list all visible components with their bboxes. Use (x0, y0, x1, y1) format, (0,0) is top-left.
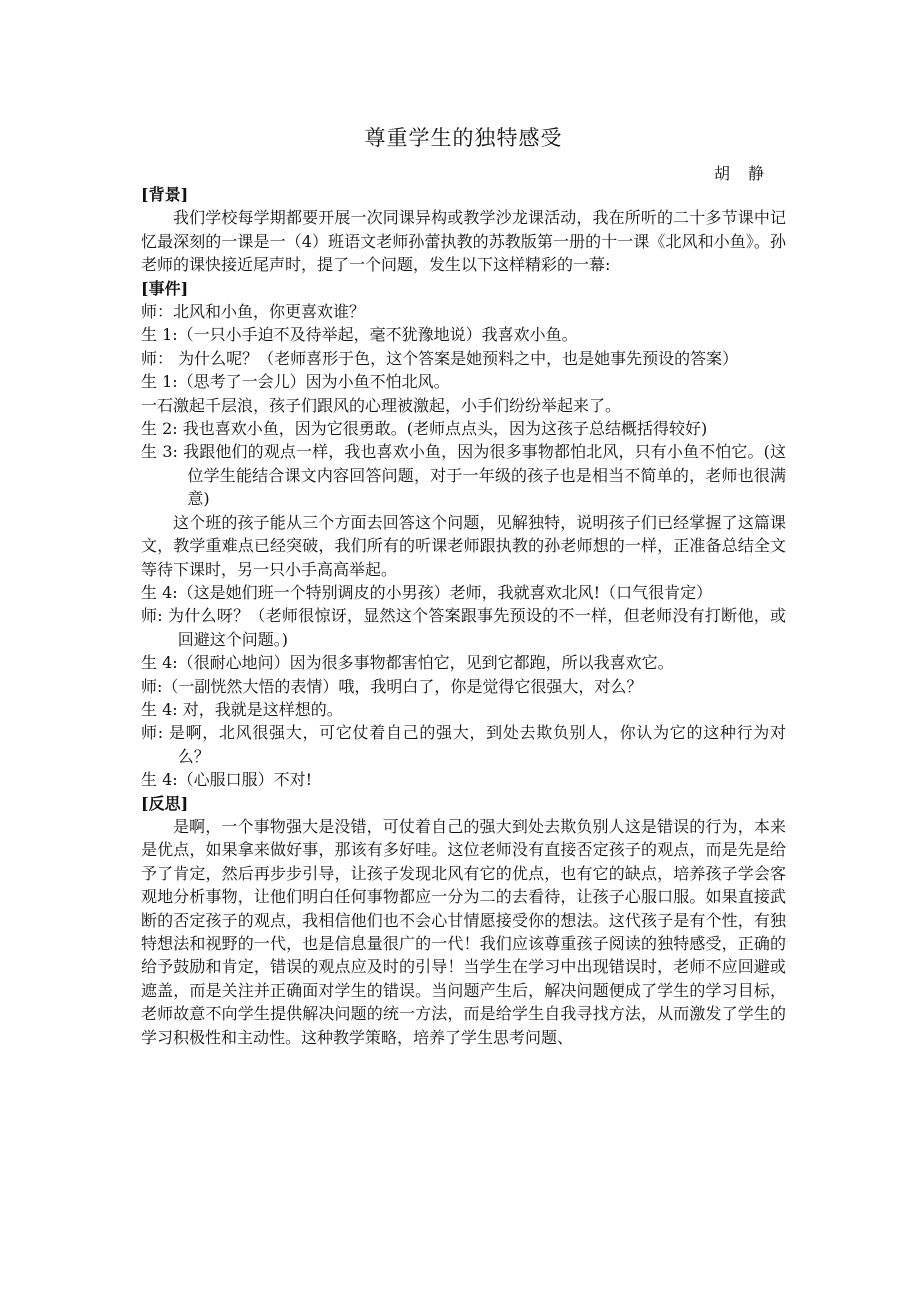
dialogue-line: 生 4:（心服口服）不对! (141, 770, 313, 790)
document-title: 尊重学生的独特感受 (364, 126, 563, 150)
author-name: 胡静 (713, 164, 782, 183)
dialogue-line: 师: 为什么呀？（老师很惊讶，显然这个答案跟事先预设的不一样，但老师没有打断他，或回避这个问题。) (141, 606, 786, 649)
dialogue-line: 师： 为什么呢？（老师喜形于色，这个答案是她预料之中，也是她事先预设的答案） (141, 348, 739, 368)
dialogue-line: 生 1:（一只小手迫不及待举起，毫不犹豫地说）我喜欢小鱼。 (141, 325, 578, 345)
dialogue-line: 师：北风和小鱼，你更喜欢谁？ (141, 302, 366, 322)
dialogue-line: 师: 是啊，北风很强大，可它仗着自己的强大，到处去欺负别人，你认为它的这种行为对么？ (141, 723, 786, 766)
reflection-paragraph: 是啊，一个事物强大是没错，可仗着自己的强大到处去欺负别人这是错误的行为，本来是优点，如果拿来做好事，那该有多好哇。这位老师没有直接否定孩子的观点，而是先是给予了肯定，然后再步步引导，让孩子发现北风有它的优点，也有它的缺点，培养孩子学会客观地分析事物，让他们明白任何事物都应一分为二的去看待，让孩子心服口服。如果直接武断的否定孩子的观点，我相信他们也不会心甘情愿接受你的想法。这代孩子是有个性，有独特想法和视野的一代，也是信息量很广的一代！我们应该尊重孩子阅读的独特感受，正确的给予鼓励和肯定，错误的观点应及时的引导！当学生在学习中出现错误时，老师不应回避或遮盖，而是关注并正确面对学生的错误。当问题产生后，解决问题便成了学生的学习目标，老师故意不向学生提供解决问题的统一方法，而是给学生自我寻找方法，从而激发了学生的学习积极性和主动性。这种教学策略，培养了学生思考问题、 (141, 816, 786, 1047)
dialogue-line: 生 4:（这是她们班一个特别调皮的小男孩）老师，我就喜欢北风!（口气很肯定） (141, 582, 713, 602)
dialogue-line: 生 4:（很耐心地问）因为很多事物都害怕它，见到它都跑，所以我喜欢它。 (141, 653, 674, 673)
dialogue-line: 师:（一副恍然大悟的表情）哦，我明白了，你是觉得它很强大，对么？ (141, 676, 643, 696)
background-paragraph: 我们学校每学期都要开展一次同课异构或教学沙龙课活动，我在所听的二十多节课中记忆最深刻的一课是一（4）班语文老师孙蕾执教的苏教版第一册的十一课《北风和小鱼》。孙老师的课快接近尾声时，提了一个问题，发生以下这样精彩的一幕: (141, 208, 786, 275)
section-heading-background: [背景] (141, 185, 189, 204)
dialogue-line: 生 1:（思考了一会儿）因为小鱼不怕北风。 (141, 372, 450, 392)
dialogue-line: 生 3: 我跟他们的观点一样，我也喜欢小鱼，因为很多事物都怕北风，只有小鱼不怕它。(这位学生能结合课文内容回答问题，对于一年级的孩子也是相当不简单的，老师也很满意) (141, 442, 786, 509)
narration-line: 一石激起千层浪，孩子们跟风的心理被激起，小手们纷纷举起来了。 (141, 395, 622, 415)
section-heading-event: [事件] (141, 278, 189, 298)
dialogue-line: 生 2: 我也喜欢小鱼，因为它很勇敢。(老师点点头，因为这孩子总结概括得较好) (141, 419, 708, 439)
dialogue-line: 生 4: 对，我就是这样想的。 (141, 699, 343, 719)
document-body (141, 183, 786, 1049)
narration-paragraph: 这个班的孩子能从三个方面去回答这个问题，见解独特，说明孩子们已经掌握了这篇课文，教学重难点已经突破，我们所有的听课老师跟执教的孙老师想的一样，正准备总结全文等待下课时，另一只小手高高举起。 (141, 512, 786, 579)
section-heading-reflection: [反思] (141, 793, 189, 813)
